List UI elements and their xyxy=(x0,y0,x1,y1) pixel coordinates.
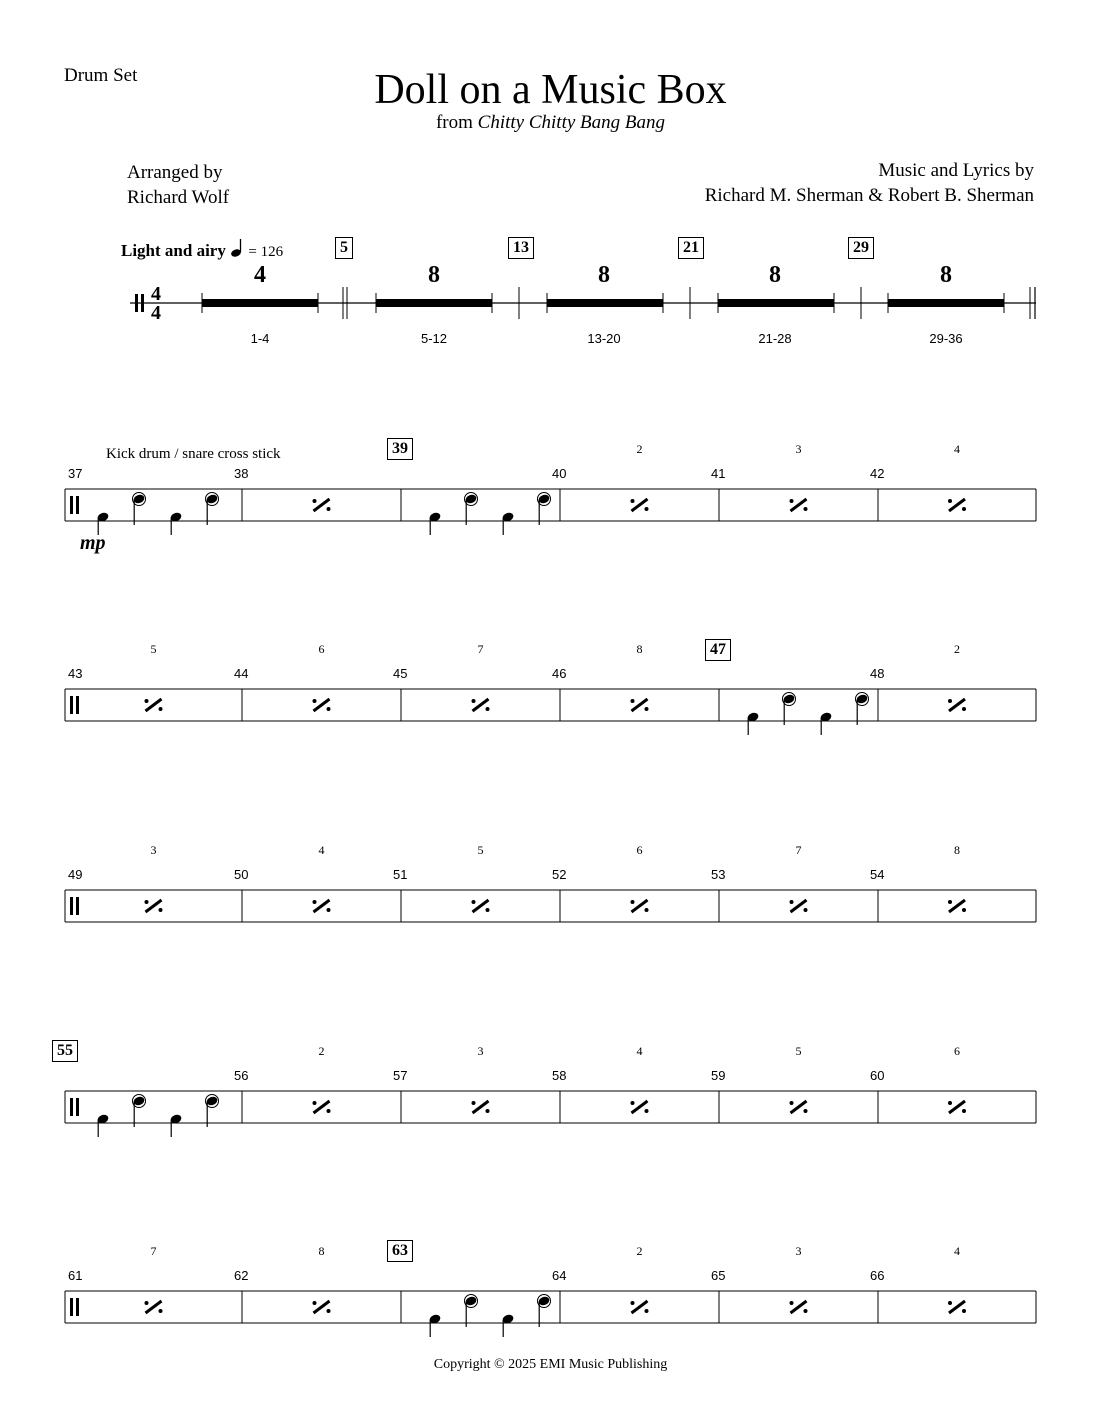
repeat-count: 8 xyxy=(954,843,960,857)
bar-number: 59 xyxy=(711,1068,726,1083)
bar-number: 40 xyxy=(552,466,567,481)
repeat-dot xyxy=(327,908,331,912)
repeat-dot xyxy=(313,1101,317,1105)
repeat-dot xyxy=(313,1301,317,1305)
bar-number: 62 xyxy=(234,1268,249,1283)
repeat-count: 3 xyxy=(795,442,802,456)
repeat-count: 2 xyxy=(318,1044,325,1058)
repeat-dot xyxy=(790,1301,794,1305)
repeat-dot xyxy=(472,900,476,904)
bar-number: 52 xyxy=(552,867,567,882)
repeat-count: 4 xyxy=(318,843,325,857)
repeat-dot xyxy=(948,900,952,904)
multirest-range: 13-20 xyxy=(587,331,621,346)
repeat-dot xyxy=(145,699,149,703)
repeat-dot xyxy=(486,908,490,912)
bar-number: 58 xyxy=(552,1068,567,1083)
percussion-clef xyxy=(76,897,79,915)
repeat-count: 2 xyxy=(636,442,643,456)
repeat-dot xyxy=(962,507,966,511)
percussion-clef xyxy=(70,897,73,915)
repeat-dot xyxy=(145,900,149,904)
percussion-clef xyxy=(141,294,144,312)
repeat-dot xyxy=(804,507,808,511)
percussion-clef xyxy=(70,496,73,514)
percussion-clef xyxy=(76,1298,79,1316)
bar-number: 50 xyxy=(234,867,249,882)
multirest-range: 21-28 xyxy=(758,331,792,346)
multirest-count: 8 xyxy=(598,262,610,288)
percussion-clef xyxy=(70,1098,73,1116)
repeat-dot xyxy=(948,1101,952,1105)
repeat-count: 3 xyxy=(795,1244,802,1258)
rehearsal-mark: 21 xyxy=(678,237,704,259)
rehearsal-mark-63: 63 xyxy=(387,1240,413,1262)
repeat-dot xyxy=(804,908,808,912)
arranger-line1: Arranged by xyxy=(127,162,223,183)
repeat-dot xyxy=(645,507,649,511)
repeat-dot xyxy=(327,1309,331,1313)
repeat-dot xyxy=(962,707,966,711)
repeat-count: 8 xyxy=(636,642,643,656)
repeat-dot xyxy=(313,699,317,703)
bar-number: 64 xyxy=(552,1268,567,1283)
bar-number: 65 xyxy=(711,1268,726,1283)
repeat-count: 6 xyxy=(636,843,643,857)
rehearsal-mark-55: 55 xyxy=(52,1040,78,1062)
bar-number: 66 xyxy=(870,1268,885,1283)
repeat-count: 4 xyxy=(954,442,960,456)
repeat-count: 3 xyxy=(477,1044,484,1058)
bar-number: 48 xyxy=(870,666,885,681)
repeat-dot xyxy=(631,1101,635,1105)
repeat-dot xyxy=(962,908,966,912)
bar-number: 60 xyxy=(870,1068,885,1083)
percussion-clef xyxy=(76,496,79,514)
bar-number: 56 xyxy=(234,1068,249,1083)
copyright: Copyright © 2025 EMI Music Publishing xyxy=(433,1357,668,1372)
subtitle-show: Chitty Chitty Bang Bang xyxy=(477,112,666,133)
repeat-dot xyxy=(327,1109,331,1113)
repeat-dot xyxy=(159,707,163,711)
multirest-bar xyxy=(547,299,663,307)
repeat-dot xyxy=(790,1101,794,1105)
repeat-dot xyxy=(327,707,331,711)
bar-number: 44 xyxy=(234,666,249,681)
dynamic-mp: mp xyxy=(80,532,106,554)
repeat-count: 5 xyxy=(150,642,157,656)
bar-number: 61 xyxy=(68,1268,83,1283)
multirest-count: 8 xyxy=(769,262,781,288)
multirest-range: 29-36 xyxy=(929,331,963,346)
repeat-dot xyxy=(313,499,317,503)
repeat-dot xyxy=(145,1301,149,1305)
percussion-clef xyxy=(76,696,79,714)
bar-number: 54 xyxy=(870,867,885,882)
repeat-dot xyxy=(631,900,635,904)
repeat-dot xyxy=(159,1309,163,1313)
page-title: Doll on a Music Box xyxy=(374,67,727,113)
rehearsal-mark-47: 47 xyxy=(705,639,731,661)
repeat-dot xyxy=(790,900,794,904)
subtitle-prefix: from xyxy=(435,112,478,133)
bar-number: 41 xyxy=(711,466,726,481)
repeat-dot xyxy=(631,699,635,703)
percussion-clef xyxy=(135,294,138,312)
repeat-dot xyxy=(645,1309,649,1313)
repeat-dot xyxy=(631,1301,635,1305)
repeat-dot xyxy=(472,699,476,703)
repeat-dot xyxy=(486,707,490,711)
part-name: Drum Set xyxy=(64,65,138,86)
repeat-count: 8 xyxy=(318,1244,325,1258)
repeat-count: 5 xyxy=(795,1044,802,1058)
repeat-count: 7 xyxy=(477,642,484,656)
repeat-count: 4 xyxy=(954,1244,960,1258)
repeat-dot xyxy=(645,1109,649,1113)
bar-number: 43 xyxy=(68,666,83,681)
multirest-bar xyxy=(718,299,834,307)
bar-number: 57 xyxy=(393,1068,408,1083)
rehearsal-mark: 29 xyxy=(848,237,874,259)
bar-number: 46 xyxy=(552,666,567,681)
repeat-dot xyxy=(159,908,163,912)
repeat-count: 6 xyxy=(954,1044,960,1058)
multirest-range: 1-4 xyxy=(250,331,270,346)
repeat-count: 7 xyxy=(150,1244,157,1258)
repeat-dot xyxy=(804,1309,808,1313)
repeat-count: 7 xyxy=(795,843,802,857)
rehearsal-mark: 5 xyxy=(335,237,353,259)
bar-number: 51 xyxy=(393,867,408,882)
bar-number: 53 xyxy=(711,867,726,882)
multirest-count: 8 xyxy=(428,262,440,288)
repeat-dot xyxy=(790,499,794,503)
repeat-count: 4 xyxy=(636,1044,643,1058)
repeat-dot xyxy=(645,908,649,912)
repeat-count: 3 xyxy=(150,843,157,857)
multirest-bar xyxy=(888,299,1004,307)
composer-line2: Richard M. Sherman & Robert B. Sherman xyxy=(704,185,1034,206)
tempo-bpm: = 126 xyxy=(248,244,284,260)
time-sig-top: 4 xyxy=(151,283,161,305)
percussion-clef xyxy=(70,1298,73,1316)
bar-number: 38 xyxy=(234,466,249,481)
multirest-bar xyxy=(376,299,492,307)
rehearsal-mark: 13 xyxy=(508,237,534,259)
bar-number: 42 xyxy=(870,466,885,481)
repeat-count: 2 xyxy=(636,1244,643,1258)
multirest-range: 5-12 xyxy=(420,331,448,346)
repeat-count: 6 xyxy=(318,642,325,656)
repeat-dot xyxy=(948,1301,952,1305)
percussion-clef xyxy=(70,696,73,714)
repeat-count: 2 xyxy=(954,642,960,656)
repeat-dot xyxy=(962,1109,966,1113)
repeat-dot xyxy=(645,707,649,711)
composer-line1: Music and Lyrics by xyxy=(878,160,1034,181)
percussion-clef xyxy=(76,1098,79,1116)
repeat-dot xyxy=(804,1109,808,1113)
repeat-dot xyxy=(472,1101,476,1105)
repeat-dot xyxy=(631,499,635,503)
repeat-dot xyxy=(962,1309,966,1313)
repeat-dot xyxy=(486,1109,490,1113)
multirest-count: 8 xyxy=(940,262,952,288)
multirest-count: 4 xyxy=(254,262,266,288)
arranger-line2: Richard Wolf xyxy=(127,187,230,208)
repeat-dot xyxy=(948,499,952,503)
bar-number: 45 xyxy=(393,666,408,681)
bar-number: 37 xyxy=(68,466,83,481)
rehearsal-mark-39: 39 xyxy=(387,438,413,460)
multirest-bar xyxy=(202,299,318,307)
repeat-dot xyxy=(948,699,952,703)
bar-number: 49 xyxy=(68,867,83,882)
repeat-dot xyxy=(313,900,317,904)
repeat-count: 5 xyxy=(477,843,484,857)
repeat-dot xyxy=(327,507,331,511)
instruction-text: Kick drum / snare cross stick xyxy=(106,446,281,462)
time-sig-bottom: 4 xyxy=(151,302,161,324)
tempo-text: Light and airy xyxy=(121,241,226,260)
